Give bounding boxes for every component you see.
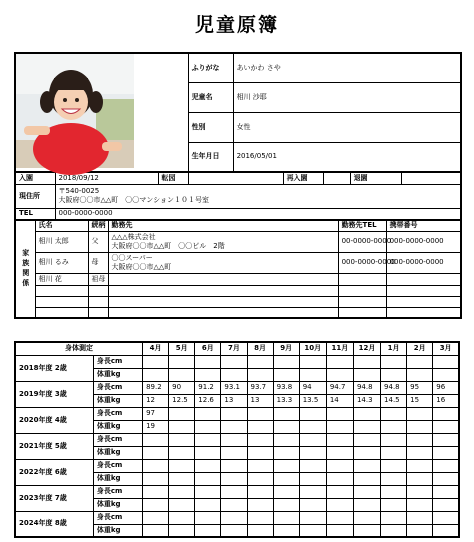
- weight-value: [381, 524, 407, 537]
- height-value: [299, 407, 326, 420]
- weight-value: 13: [247, 394, 273, 407]
- weight-label: 体重kg: [93, 394, 142, 407]
- enter-label: 入園: [15, 172, 55, 184]
- family-header-mobile: 携帯番号: [386, 220, 461, 231]
- weight-value: [169, 420, 195, 433]
- height-value: [195, 511, 221, 524]
- weight-value: [407, 420, 433, 433]
- year-label: 2022年度 6歳: [15, 459, 93, 485]
- height-value: [221, 407, 247, 420]
- height-value: [273, 485, 299, 498]
- height-value: [273, 459, 299, 472]
- height-value: [195, 355, 221, 368]
- weight-label: 体重kg: [93, 368, 142, 381]
- enter-value: 2018/09/12: [55, 172, 158, 184]
- address-postal: 〒540-0025: [58, 187, 100, 195]
- height-value: [381, 485, 407, 498]
- weight-label: 体重kg: [93, 472, 142, 485]
- weight-value: 12: [143, 394, 169, 407]
- height-value: [433, 459, 459, 472]
- weight-value: [407, 368, 433, 381]
- weight-value: [326, 472, 353, 485]
- height-value: [143, 433, 169, 446]
- height-value: [433, 355, 459, 368]
- height-value: [381, 355, 407, 368]
- height-value: 93.1: [221, 381, 247, 394]
- weight-value: [273, 446, 299, 459]
- weight-value: [143, 472, 169, 485]
- height-value: [353, 407, 380, 420]
- weight-value: [195, 446, 221, 459]
- weight-value: [247, 472, 273, 485]
- height-value: [299, 433, 326, 446]
- birth-value: 2016/05/01: [233, 142, 461, 172]
- month-header: 6月: [195, 342, 221, 355]
- family-work: [108, 252, 338, 273]
- height-value: [326, 355, 353, 368]
- weight-value: [407, 472, 433, 485]
- height-value: [407, 433, 433, 446]
- family-row-empty: [15, 307, 461, 318]
- height-value: [433, 511, 459, 524]
- family-work: [108, 231, 338, 252]
- weight-value: [195, 498, 221, 511]
- family-header-relation: 続柄: [88, 220, 108, 231]
- family-header-name: 氏名: [35, 220, 88, 231]
- weight-value: [143, 524, 169, 537]
- height-value: [143, 485, 169, 498]
- height-label: 身長cm: [93, 355, 142, 368]
- growth-header: 身体測定: [15, 342, 143, 355]
- weight-value: [273, 498, 299, 511]
- weight-value: [169, 472, 195, 485]
- height-value: [195, 485, 221, 498]
- weight-value: [169, 368, 195, 381]
- tel-value: 000-0000-0000: [55, 208, 461, 220]
- height-value: [273, 433, 299, 446]
- month-header: 8月: [247, 342, 273, 355]
- family-side-label: 家族関係: [15, 220, 35, 318]
- height-value: [195, 459, 221, 472]
- growth-row-height: [15, 381, 459, 394]
- height-value: [407, 511, 433, 524]
- family-worktel: 000-0000-0000: [338, 252, 386, 273]
- height-value: [169, 485, 195, 498]
- weight-value: [381, 420, 407, 433]
- weight-label: 体重kg: [93, 420, 142, 433]
- family-mobile: 000-0000-0000: [386, 231, 461, 252]
- weight-value: [326, 420, 353, 433]
- weight-value: [433, 446, 459, 459]
- weight-value: [273, 420, 299, 433]
- weight-value: [433, 472, 459, 485]
- leave-value: [401, 172, 461, 184]
- furigana-value: あいかわ さや: [233, 53, 461, 83]
- weight-value: [169, 498, 195, 511]
- height-value: [169, 355, 195, 368]
- weight-value: [353, 524, 380, 537]
- leave-label: 退園: [350, 172, 401, 184]
- transfer-label: 転园: [158, 172, 188, 184]
- month-header: 1月: [381, 342, 407, 355]
- height-value: [143, 459, 169, 472]
- height-value: [326, 511, 353, 524]
- month-header: 7月: [221, 342, 247, 355]
- height-value: [407, 355, 433, 368]
- height-value: [326, 433, 353, 446]
- child-photo: [15, 53, 188, 172]
- height-value: [169, 511, 195, 524]
- height-value: 93.8: [273, 381, 299, 394]
- height-value: [381, 433, 407, 446]
- weight-value: 16: [433, 394, 459, 407]
- weight-value: [221, 472, 247, 485]
- weight-value: [381, 498, 407, 511]
- height-value: [353, 355, 380, 368]
- weight-value: [353, 498, 380, 511]
- height-value: 89.2: [143, 381, 169, 394]
- family-mobile: [386, 273, 461, 285]
- height-value: 91.2: [195, 381, 221, 394]
- month-header: 2月: [407, 342, 433, 355]
- height-label: 身長cm: [93, 381, 142, 394]
- birth-label: 生年月日: [188, 142, 233, 172]
- weight-value: [221, 498, 247, 511]
- height-value: 97: [143, 407, 169, 420]
- height-value: [299, 355, 326, 368]
- weight-value: [273, 524, 299, 537]
- height-value: [247, 485, 273, 498]
- family-header-worktel: 勤務先TEL: [338, 220, 386, 231]
- family-relation: 祖母: [88, 273, 108, 285]
- height-label: 身長cm: [93, 407, 142, 420]
- family-name: 相川 太郎: [35, 231, 88, 252]
- height-value: [407, 407, 433, 420]
- family-row: [15, 273, 461, 285]
- height-value: 94.8: [353, 381, 380, 394]
- height-value: [195, 433, 221, 446]
- growth-row-height: [15, 355, 459, 368]
- height-value: [221, 459, 247, 472]
- year-label: 2020年度 4歳: [15, 407, 93, 433]
- family-work: [108, 273, 338, 285]
- weight-value: [433, 498, 459, 511]
- height-label: 身長cm: [93, 433, 142, 446]
- family-row-empty: [15, 296, 461, 307]
- height-value: 90: [169, 381, 195, 394]
- height-label: 身長cm: [93, 511, 142, 524]
- height-value: [433, 433, 459, 446]
- weight-value: [381, 472, 407, 485]
- height-value: [247, 459, 273, 472]
- family-name: 相川 花: [35, 273, 88, 285]
- height-value: [381, 459, 407, 472]
- weight-value: [221, 524, 247, 537]
- family-row: [15, 252, 461, 273]
- weight-value: [143, 368, 169, 381]
- year-label: 2019年度 3歳: [15, 381, 93, 407]
- weight-value: [221, 368, 247, 381]
- height-value: [143, 511, 169, 524]
- reenter-value: [323, 172, 350, 184]
- weight-value: [407, 524, 433, 537]
- height-value: [326, 459, 353, 472]
- growth-table: [14, 341, 460, 538]
- height-value: [299, 485, 326, 498]
- height-value: 94.7: [326, 381, 353, 394]
- height-value: [143, 355, 169, 368]
- weight-value: [381, 368, 407, 381]
- height-value: [169, 433, 195, 446]
- height-label: 身長cm: [93, 485, 142, 498]
- weight-value: 15: [407, 394, 433, 407]
- weight-value: [273, 368, 299, 381]
- growth-row-height: [15, 407, 459, 420]
- weight-value: [353, 472, 380, 485]
- weight-value: 13.5: [299, 394, 326, 407]
- weight-value: [299, 498, 326, 511]
- weight-value: 13: [221, 394, 247, 407]
- weight-value: [247, 420, 273, 433]
- month-header: 10月: [299, 342, 326, 355]
- address-label: 現住所: [15, 184, 55, 208]
- weight-label: 体重kg: [93, 446, 142, 459]
- height-value: 93.7: [247, 381, 273, 394]
- weight-value: [381, 446, 407, 459]
- weight-value: [326, 446, 353, 459]
- family-work-company: 〇〇スーパー: [111, 253, 153, 262]
- growth-row-height: [15, 485, 459, 498]
- weight-value: [195, 472, 221, 485]
- growth-row-height: [15, 433, 459, 446]
- family-worktel: [338, 273, 386, 285]
- height-value: [247, 511, 273, 524]
- transfer-value: [188, 172, 283, 184]
- weight-label: 体重kg: [93, 524, 142, 537]
- weight-value: [326, 368, 353, 381]
- height-value: 95: [407, 381, 433, 394]
- weight-value: [433, 524, 459, 537]
- family-name: 相川 るみ: [35, 252, 88, 273]
- weight-value: [247, 368, 273, 381]
- height-value: [169, 459, 195, 472]
- height-value: [326, 485, 353, 498]
- month-header: 12月: [353, 342, 380, 355]
- weight-value: [433, 368, 459, 381]
- height-value: [221, 433, 247, 446]
- family-row: [15, 231, 461, 252]
- height-value: [273, 407, 299, 420]
- weight-value: 14.3: [353, 394, 380, 407]
- gender-label: 性別: [188, 113, 233, 143]
- year-label: 2021年度 5歳: [15, 433, 93, 459]
- address-line: 大阪府〇〇市△△町 〇〇マンション１０１号室: [58, 196, 209, 204]
- height-value: [433, 407, 459, 420]
- weight-value: [353, 446, 380, 459]
- gender-value: 女性: [233, 113, 461, 143]
- height-value: [273, 355, 299, 368]
- height-value: [407, 459, 433, 472]
- weight-value: [353, 420, 380, 433]
- height-value: [221, 355, 247, 368]
- weight-value: 14.5: [381, 394, 407, 407]
- weight-value: [299, 368, 326, 381]
- family-worktel: 00-0000-0000: [338, 231, 386, 252]
- height-value: [247, 355, 273, 368]
- family-work-address: 大阪府〇〇市△△町: [111, 262, 172, 271]
- weight-value: [143, 498, 169, 511]
- family-relation: 父: [88, 231, 108, 252]
- year-label: 2024年度 8歳: [15, 511, 93, 537]
- weight-value: [299, 420, 326, 433]
- weight-value: 12.5: [169, 394, 195, 407]
- height-value: [353, 511, 380, 524]
- height-value: [353, 433, 380, 446]
- year-label: 2023年度 7歳: [15, 485, 93, 511]
- year-label: 2018年度 2歳: [15, 355, 93, 381]
- height-value: 94: [299, 381, 326, 394]
- height-value: [299, 459, 326, 472]
- growth-row-height: [15, 459, 459, 472]
- weight-value: [353, 368, 380, 381]
- family-work-company: △△△株式会社: [111, 232, 156, 241]
- weight-value: [195, 524, 221, 537]
- height-value: [273, 511, 299, 524]
- weight-value: [169, 446, 195, 459]
- weight-value: [195, 420, 221, 433]
- growth-row-height: [15, 511, 459, 524]
- child-photo-image: [16, 54, 134, 168]
- weight-value: [273, 472, 299, 485]
- weight-value: 19: [143, 420, 169, 433]
- weight-value: [247, 498, 273, 511]
- height-value: [169, 407, 195, 420]
- weight-value: 13.3: [273, 394, 299, 407]
- weight-value: [326, 498, 353, 511]
- month-header: 11月: [326, 342, 353, 355]
- name-label: 児童名: [188, 83, 233, 113]
- weight-value: [299, 446, 326, 459]
- height-value: [221, 511, 247, 524]
- family-relation: 母: [88, 252, 108, 273]
- height-value: 94.8: [381, 381, 407, 394]
- month-header: 5月: [169, 342, 195, 355]
- height-label: 身長cm: [93, 459, 142, 472]
- weight-value: [247, 524, 273, 537]
- page-title: 児童原簿: [194, 14, 279, 36]
- weight-label: 体重kg: [93, 498, 142, 511]
- family-work-address: 大阪府〇〇市△△町 〇〇ビル 2階: [111, 241, 225, 250]
- weight-value: [299, 524, 326, 537]
- height-value: [221, 485, 247, 498]
- family-mobile: 000-0000-0000: [386, 252, 461, 273]
- furigana-label: ふりがな: [188, 53, 233, 83]
- weight-value: [221, 420, 247, 433]
- height-value: [381, 511, 407, 524]
- weight-value: [326, 524, 353, 537]
- height-value: [353, 485, 380, 498]
- reenter-label: 再入園: [283, 172, 323, 184]
- height-value: [407, 485, 433, 498]
- weight-value: [407, 446, 433, 459]
- weight-value: [299, 472, 326, 485]
- weight-value: [143, 446, 169, 459]
- family-row-empty: [15, 285, 461, 296]
- height-value: 96: [433, 381, 459, 394]
- weight-value: [247, 446, 273, 459]
- weight-value: 14: [326, 394, 353, 407]
- child-record-table: [14, 52, 462, 319]
- family-header-work: 勤務先: [108, 220, 338, 231]
- month-header: 4月: [143, 342, 169, 355]
- height-value: [433, 485, 459, 498]
- month-header: 3月: [433, 342, 459, 355]
- weight-value: 12.6: [195, 394, 221, 407]
- weight-value: [169, 524, 195, 537]
- height-value: [381, 407, 407, 420]
- weight-value: [195, 368, 221, 381]
- address-value: [55, 184, 461, 208]
- height-value: [195, 407, 221, 420]
- weight-value: [221, 446, 247, 459]
- weight-value: [433, 420, 459, 433]
- height-value: [247, 407, 273, 420]
- height-value: [326, 407, 353, 420]
- height-value: [353, 459, 380, 472]
- height-value: [247, 433, 273, 446]
- height-value: [299, 511, 326, 524]
- month-header: 9月: [273, 342, 299, 355]
- weight-value: [407, 498, 433, 511]
- tel-label: TEL: [15, 208, 55, 220]
- name-value: 相川 沙耶: [233, 83, 461, 113]
